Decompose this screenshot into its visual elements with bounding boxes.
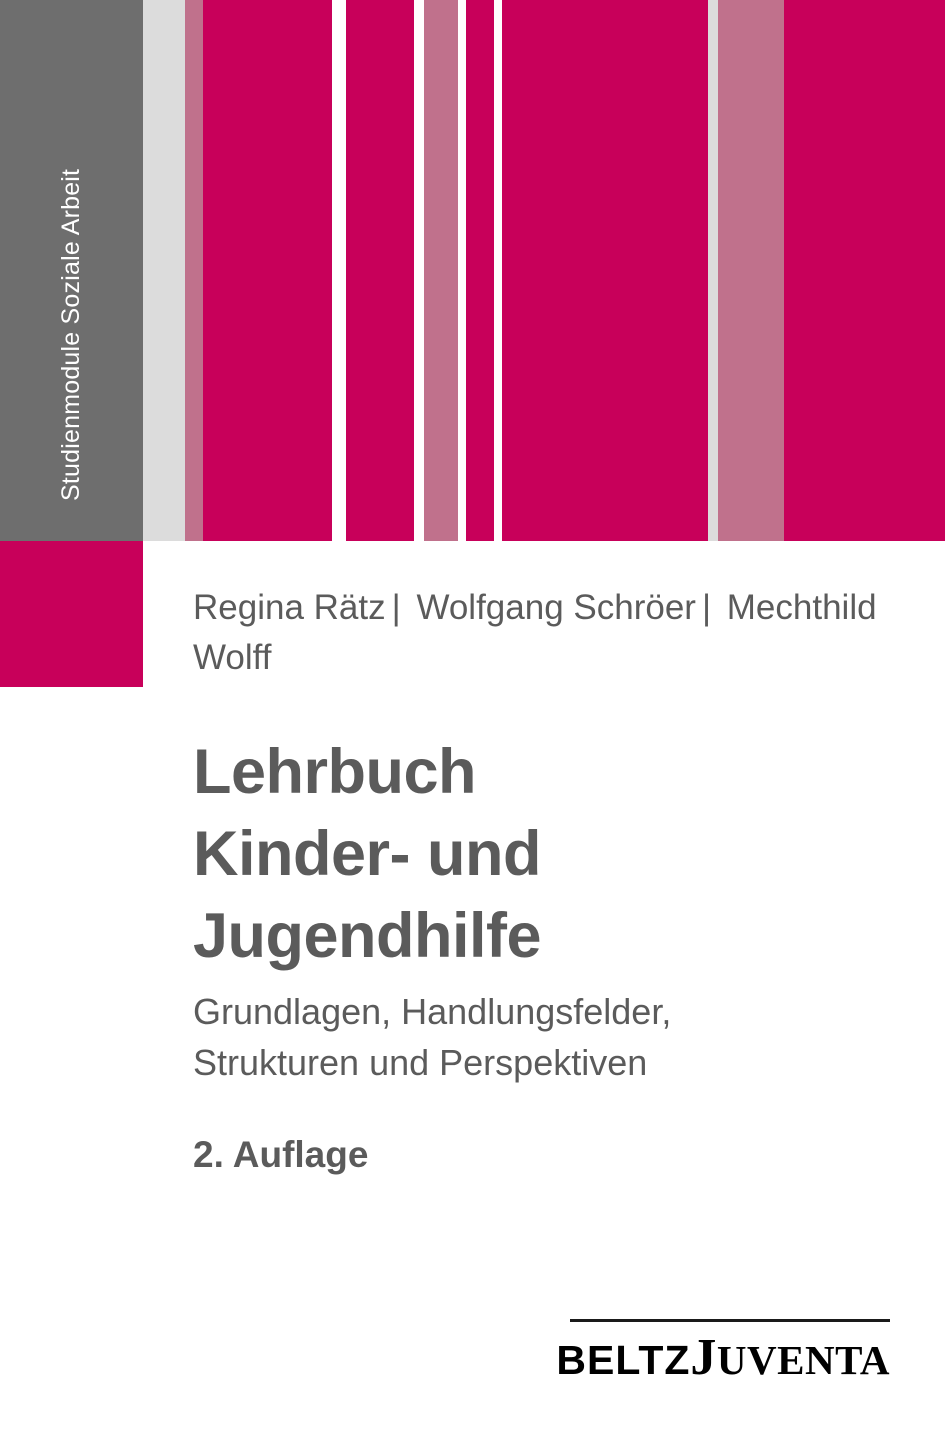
publisher-rule	[570, 1319, 890, 1322]
author-name: Mechthild Wolff	[193, 588, 877, 677]
banner-stripe	[424, 0, 458, 541]
author-separator: |	[391, 588, 401, 627]
author-name: Regina Rätz	[193, 588, 386, 627]
banner-stripe	[458, 0, 466, 541]
banner-stripe	[414, 0, 424, 541]
banner-stripe	[185, 0, 203, 541]
title-line: Kinder- und	[193, 818, 541, 889]
page-title	[193, 732, 913, 978]
banner-stripe	[494, 0, 502, 541]
title-line: Jugendhilfe	[193, 900, 542, 971]
series-band	[0, 0, 143, 541]
title-line: Lehrbuch	[193, 737, 477, 807]
publisher-name-beltz: BELTZ	[556, 1337, 691, 1383]
publisher-name	[556, 1328, 890, 1387]
author-list	[193, 583, 893, 682]
banner-stripe	[718, 0, 784, 541]
publisher-name-juventa-rest: UVENTA	[716, 1337, 890, 1383]
subtitle	[193, 986, 923, 1088]
subtitle-line: Strukturen und Perspektiven	[193, 1042, 648, 1084]
banner-stripe	[143, 0, 185, 541]
edition-label: 2. Auflage	[193, 1134, 369, 1175]
author-name: Wolfgang Schröer	[416, 588, 696, 627]
publisher-name-juventa-initial: J	[690, 1329, 717, 1386]
banner-stripe	[466, 0, 494, 541]
banner-stripe	[708, 0, 718, 541]
accent-block	[0, 541, 143, 687]
banner-stripe	[784, 0, 945, 541]
banner-stripe	[346, 0, 414, 541]
publisher-logo	[556, 1319, 890, 1387]
banner-stripe	[203, 0, 332, 541]
author-separator: |	[701, 588, 712, 627]
banner-stripe	[502, 0, 708, 541]
subtitle-line: Grundlagen, Handlungsfelder,	[193, 991, 672, 1032]
banner-stripe	[332, 0, 346, 541]
series-label: Studienmodule Soziale Arbeit	[57, 168, 85, 501]
